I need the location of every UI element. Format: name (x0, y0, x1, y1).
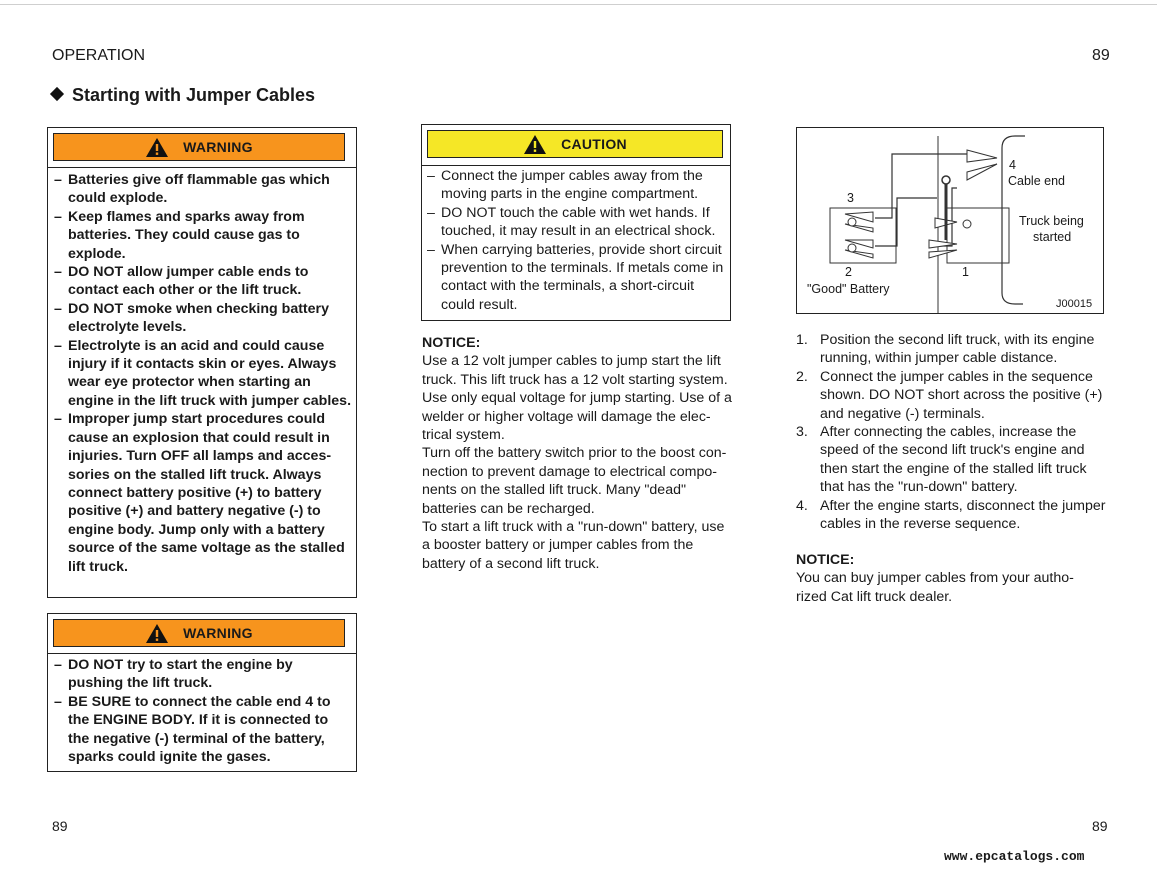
warning-triangle-icon (145, 623, 169, 644)
label-3: 3 (847, 191, 854, 205)
step-item (796, 423, 1106, 497)
cable-end-label: Cable end (1008, 174, 1065, 188)
warning-label: WARNING (183, 625, 253, 641)
step-text: After connecting the cables, increase the speed of the second lift truck's engine and then start the engine of the stalled lift truck that has the "run-down" battery. (820, 424, 1087, 496)
section-header: OPERATION (52, 47, 146, 64)
list-item: – DO NOT touch the cable with wet hands. If touched, it may result in an electrical shock. (424, 204, 726, 241)
list-item: – DO NOT smoke when checking battery electrolyte levels. (51, 300, 351, 337)
caution-banner (427, 130, 723, 158)
page-number-left: 89 (52, 818, 68, 834)
step-number: 1. (796, 332, 808, 348)
top-divider (0, 4, 1157, 5)
diamond-bullet-icon (50, 87, 64, 101)
truck-started-label-1: Truck being (1019, 214, 1084, 228)
warning-list-2 (51, 656, 351, 766)
procedure-steps (796, 331, 1106, 533)
step-item (796, 497, 1106, 534)
caution-label: CAUTION (561, 136, 627, 152)
warning-triangle-icon (145, 137, 169, 158)
warning-banner (53, 133, 345, 161)
list-item: – BE SURE to connect the cable end 4 to the ENGINE BODY. If it is connected to the negative (-) terminal of the battery, sparks could ignite the gases. (51, 693, 351, 767)
step-text: Position the second lift truck, with its engine running, within jumper cable distance. (820, 332, 1095, 367)
page-number-top: 89 (1092, 47, 1110, 64)
jumper-cable-diagram (796, 127, 1104, 314)
page-title (50, 85, 315, 106)
notice-heading: NOTICE: (796, 552, 855, 568)
list-item: – Keep flames and sparks away from batteries. They could cause gas to explode. (51, 208, 351, 263)
warning-box-1 (47, 127, 357, 598)
list-item: – Connect the jumper cables away from the moving parts in the engine compartment. (424, 167, 726, 204)
notice-paragraph: Use a 12 volt jumper cables to jump start the lift truck. This lift truck has a 12 volt starting system. Use only equal voltage for jump starting. Use of a welder or higher voltage will damage the elec-trical system. (422, 353, 732, 444)
notice-paragraph: Turn off the battery switch prior to the boost con-nection to prevent damage to electrical compo-nents on the stalled lift truck. Many "dead" batteries can be recharged. (422, 445, 727, 517)
label-1: 1 (962, 265, 969, 279)
list-item: – Batteries give off flammable gas which could explode. (51, 171, 351, 208)
notice-block-1 (422, 334, 732, 573)
step-item (796, 368, 1106, 423)
notice-heading: NOTICE: (422, 335, 481, 351)
divider (48, 167, 356, 168)
step-number: 2. (796, 368, 808, 385)
step-number: 4. (796, 497, 808, 514)
step-number: 3. (796, 424, 808, 441)
website-link[interactable]: www.epcatalogs.com (944, 849, 1085, 864)
warning-label: WARNING (183, 139, 253, 155)
step-text: After the engine starts, disconnect the jumper cables in the reverse sequence. (820, 497, 1106, 533)
list-item: – DO NOT try to start the engine by pushing the lift truck. (51, 656, 351, 693)
page-title-text: Starting with Jumper Cables (72, 85, 316, 105)
good-battery-label: "Good" Battery (807, 282, 890, 296)
caution-list (424, 167, 726, 314)
warning-triangle-icon (523, 134, 547, 155)
step-text: Connect the jumper cables in the sequence shown. DO NOT short across the positive (+) and negative (-) terminals. (820, 368, 1103, 422)
list-item: – When carrying batteries, provide short circuit prevention to the terminals. If metals come in contact with the terminals, a short-circuit could result. (424, 241, 726, 315)
notice-paragraph: You can buy jumper cables from your autho-rized Cat lift truck dealer. (796, 570, 1074, 605)
warning-list-1 (51, 171, 351, 576)
step-item (796, 331, 1106, 368)
label-2: 2 (845, 265, 852, 279)
list-item: – Improper jump start procedures could cause an explosion that could result in injuries. Turn OFF all lamps and acces-sories on the stalled lift truck. Always connect battery positive (+) to battery positive (+) and battery negative (-) to engine body. Jump only with a battery source of the same voltage as the stalled lift truck. (51, 410, 351, 576)
warning-banner (53, 619, 345, 647)
caution-box (421, 124, 731, 321)
notice-paragraph: To start a lift truck with a "run-down" battery, use a booster battery or jumper cables from the battery of a second lift truck. (422, 519, 725, 572)
list-item: – DO NOT allow jumper cable ends to contact each other or the lift truck. (51, 263, 351, 300)
divider (422, 165, 730, 166)
warning-box-2 (47, 613, 357, 772)
page-number-right: 89 (1092, 818, 1108, 834)
notice-block-2 (796, 551, 1096, 606)
divider (48, 653, 356, 654)
label-4: 4 (1009, 158, 1016, 172)
truck-started-label-2: started (1033, 230, 1072, 244)
list-item: – Electrolyte is an acid and could cause injury if it contacts skin or eyes. Always wear eye protector when starting an engine in the lift truck with jumper cables. (51, 337, 351, 411)
figure-id: J00015 (1056, 298, 1093, 310)
